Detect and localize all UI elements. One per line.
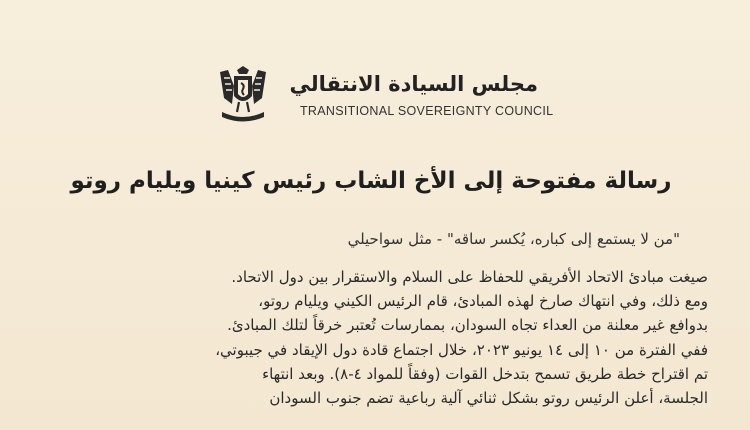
body-line: صيغت مبادئ الاتحاد الأفريقي للحفاظ على السلام والاستقرار بين دول الاتحاد. <box>231 268 708 286</box>
body-line: الجلسة، أعلن الرئيس روتو بشكل ثنائي آلية رباعية تضم جنوب السودان <box>269 389 708 408</box>
body-line: ففي الفترة من ١٠ إلى ١٤ يونيو ٢٠٢٣، خلال اجتماع قادة دول الإيقاد في جيبوتي، <box>215 340 708 359</box>
letter-title: رسالة مفتوحة إلى الأخ الشاب رئيس كينيا ويليام روتو <box>70 168 672 194</box>
council-header <box>0 60 750 130</box>
council-name-arabic: مجلس السيادة الانتقالي <box>289 72 538 96</box>
body-line: تم اقتراح خطة طريق تسمح بتدخل القوات (وفقاً للمواد ٤-٨). وبعد انتهاء <box>262 364 708 383</box>
council-name-english: TRANSITIONAL SOVEREIGNTY COUNCIL <box>300 104 554 118</box>
swahili-proverb-quote: "من لا يستمع إلى كباره، يُكسر ساقه" - مثل سواحيلي <box>347 230 680 248</box>
body-line: بدوافع غير معلنة من العداء تجاه السودان، بممارسات تُعتبر خرقاً لتلك المبادئ. <box>227 316 708 335</box>
secretary-bird-emblem-icon <box>214 64 272 124</box>
letter-body <box>42 265 708 410</box>
body-line: ومع ذلك، وفي انتهاك صارخ لهذه المبادئ، قام الرئيس الكيني ويليام روتو، <box>258 292 708 311</box>
